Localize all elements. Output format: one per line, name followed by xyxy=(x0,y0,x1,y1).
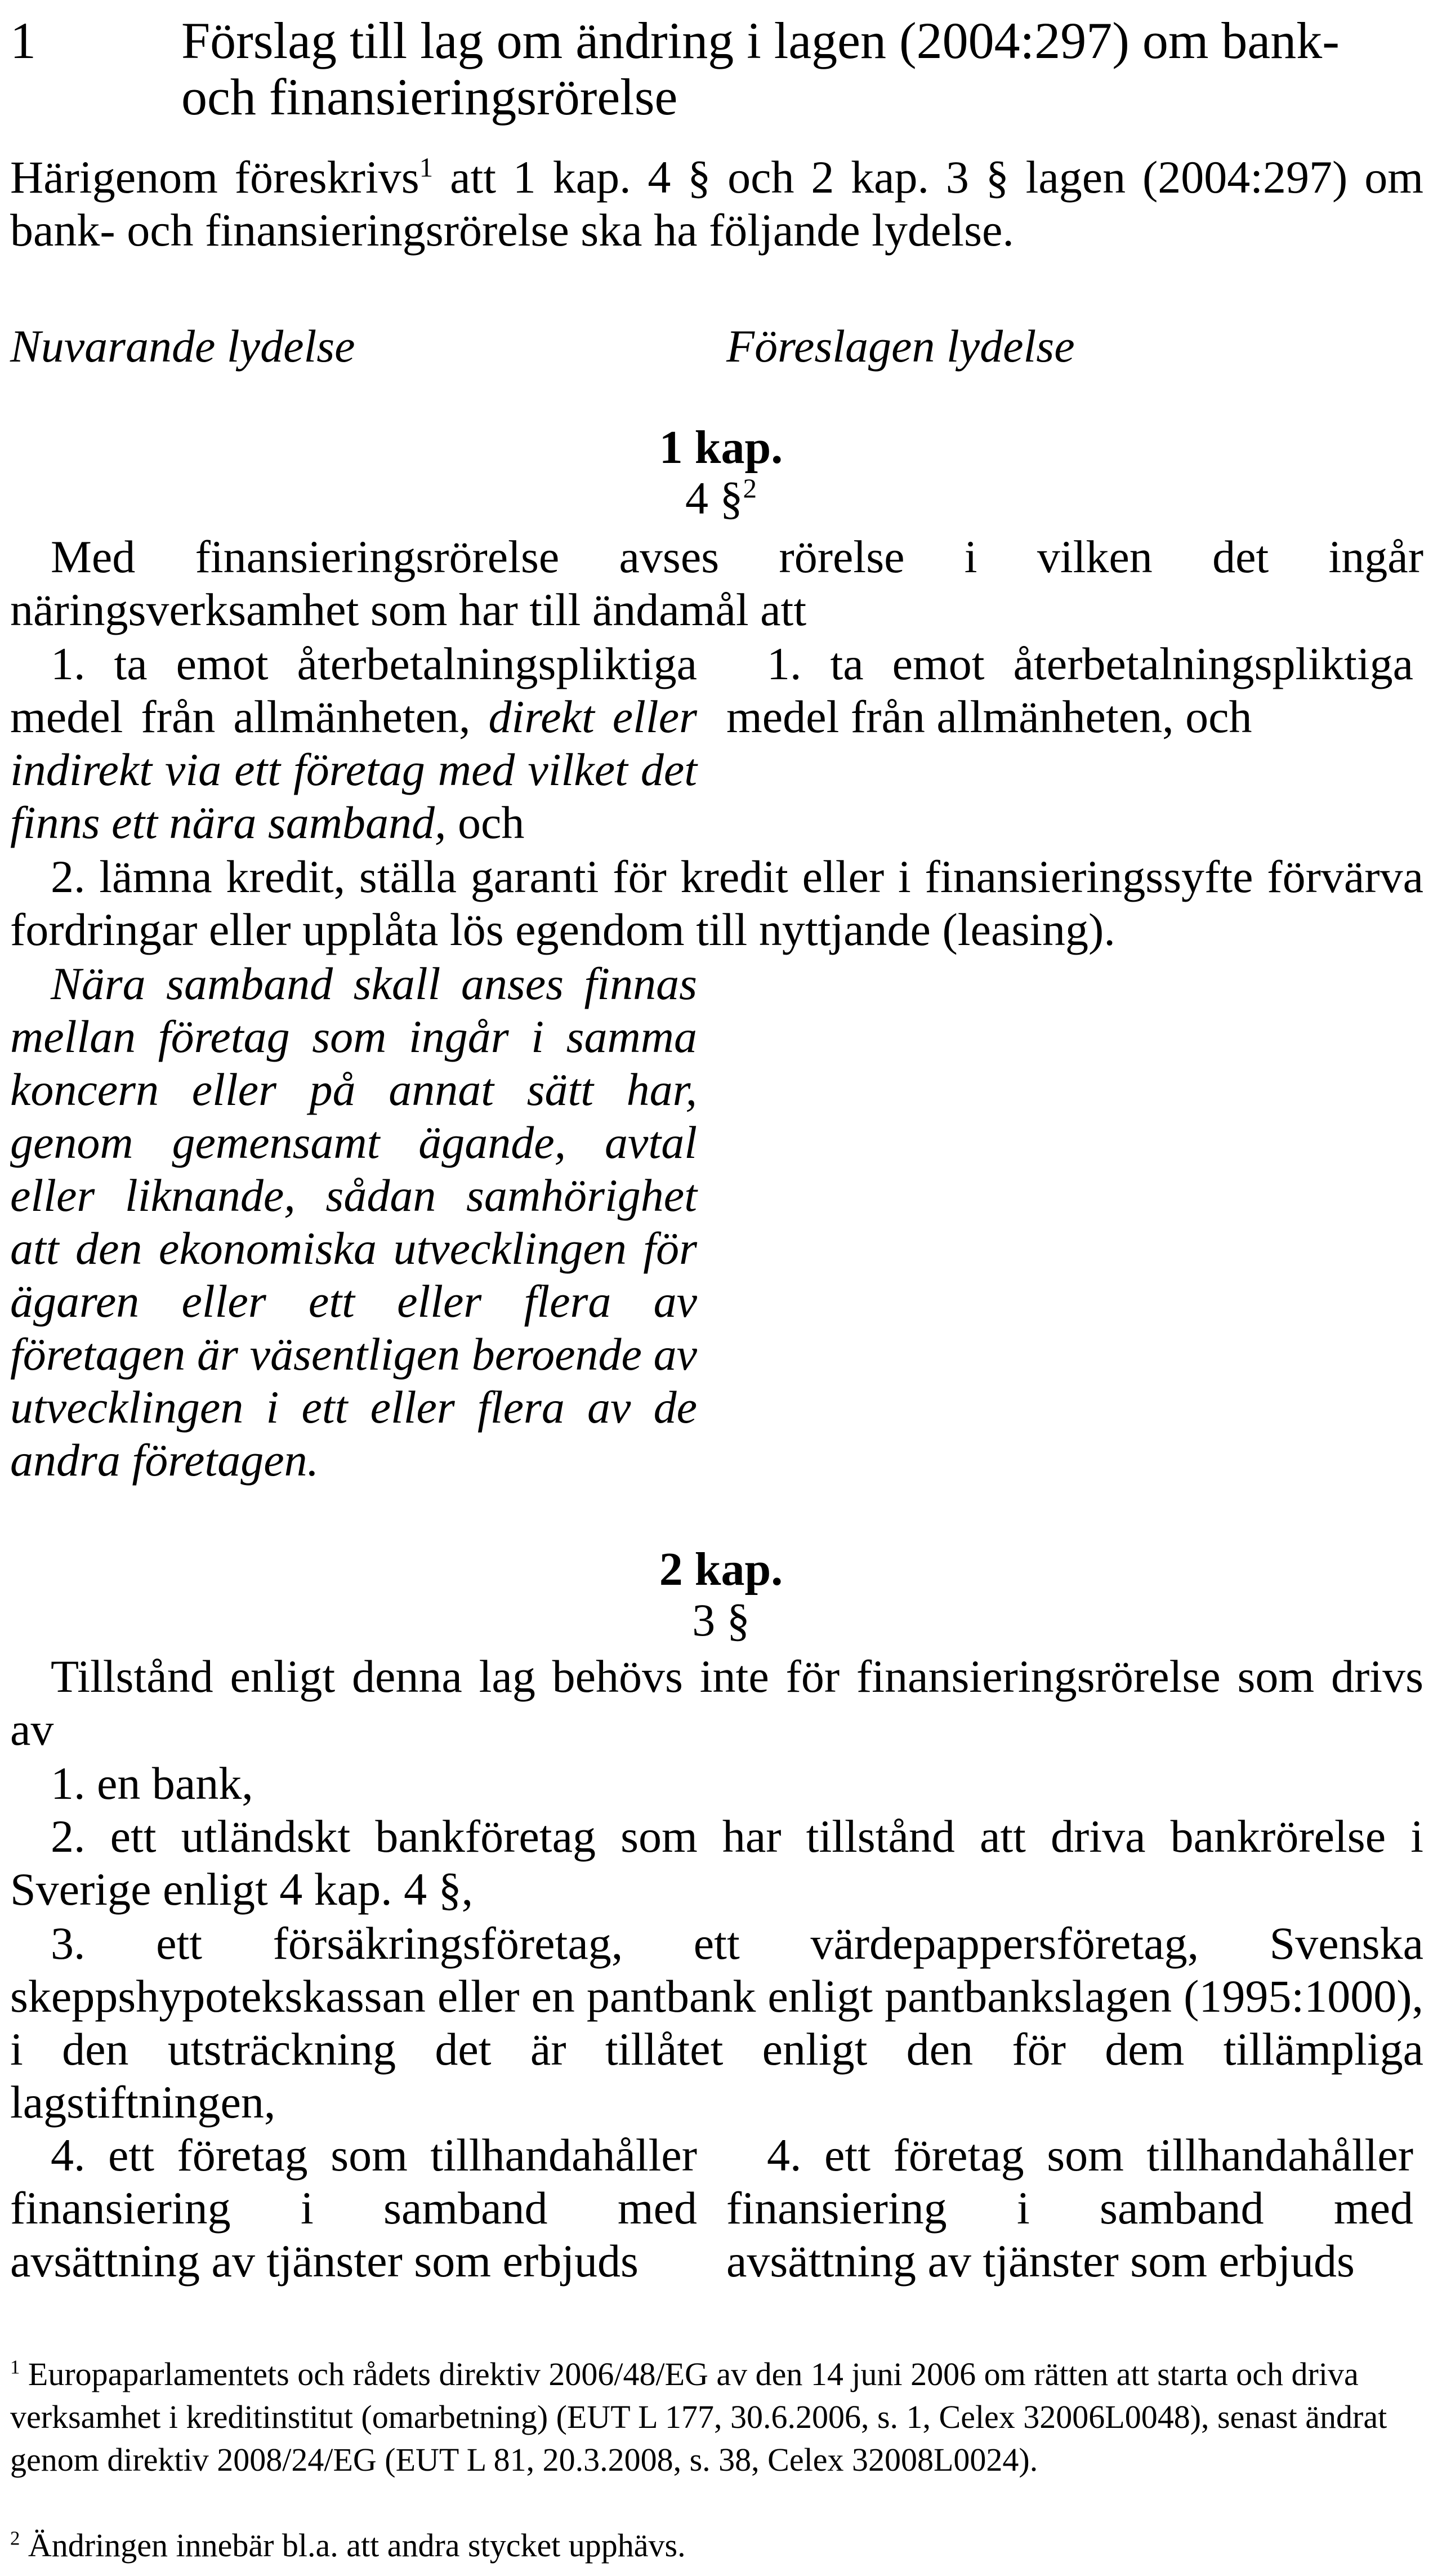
document-title: Förslag till lag om ändring i lagen (2004:297) om bank- och finansieringsrörelse xyxy=(181,12,1340,126)
kap2-item3: 3. ett försäkringsföretag, ett värdepappersföretag, Svenska skeppshypotekskassan eller en pantbank enligt pantbankslagen (1995:1000), i den utsträckning det är tillåtet enligt den för dem tillämpliga lagstiftningen, xyxy=(10,1918,1423,2128)
kap1-removed-paragraph: Nära samband skall anses finnas mellan företag som ingår i samma koncern eller på annat sätt har, genom gemensamt ägande, avtal eller liknande, sådan samhörighet att den ekonomiska utvecklingen för ägaren eller ett eller flera av företagen är väsentligen beroende av utvecklingen i ett eller flera av de andra företagen. xyxy=(10,958,697,1486)
kap1-item1-current xyxy=(10,638,697,849)
kap2-item1: 1. en bank, xyxy=(51,1758,253,1809)
intro-text-a: Härigenom föreskrivs xyxy=(10,151,419,203)
footnote-1 xyxy=(10,2353,1423,2481)
item1-current-plain: 1. ta emot återbetalningspliktiga medel från allmänheten, xyxy=(10,638,697,742)
kap1-item2: 2. lämna kredit, ställa garanti för kredit eller i finansieringssyfte förvärva fordringar eller upplåta lös egendom till nyttjande (leasing). xyxy=(10,851,1423,955)
footnote-mark: 1 xyxy=(10,2356,20,2378)
kap2-lead-paragraph: Tillstånd enligt denna lag behövs inte för finansieringsrörelse som drivs av xyxy=(10,1651,1423,1755)
intro-paragraph xyxy=(10,151,1423,257)
footnote-text: Europaparlamentets och rådets direktiv 2006/48/EG av den 14 juni 2006 om rätten att starta och driva verksamhet i kreditinstitut (omarbetning) (EUT L 177, 30.6.2006, s. 1, Celex 32006L0048), senast ändrat genom direktiv 2008/24/EG (EUT L 81, 20.3.2008, s. 38, Celex 32008L0024). xyxy=(10,2356,1387,2478)
intro-text-b: att 1 kap. 4 § och 2 kap. 3 § lagen (2004:297) om bank- och finansieringsrörelse ska ha följande lydelse. xyxy=(10,151,1423,256)
kap2-item4-proposed: 4. ett företag som tillhandahåller finansiering i samband med avsättning av tjänster som erbjuds xyxy=(726,2129,1413,2287)
footnote-mark: 2 xyxy=(10,2527,20,2550)
column-heading-proposed: Föreslagen lydelse xyxy=(726,320,1075,372)
chapter-heading-1: 1 kap. xyxy=(659,421,783,474)
footnote-text: Ändringen innebär bl.a. att andra stycket upphävs. xyxy=(28,2527,686,2564)
kap2-item2: 2. ett utländskt bankföretag som har tillstånd att driva bankrörelse i Sverige enligt 4 kap. 4 §, xyxy=(10,1811,1423,1915)
footnote-ref-2: 2 xyxy=(743,473,757,504)
footnote-2 xyxy=(10,2524,1423,2567)
footnote-ref-1: 1 xyxy=(419,151,434,183)
kap1-lead-paragraph: Med finansieringsrörelse avses rörelse i vilken det ingår näringsverksamhet som har till ändamål att xyxy=(10,531,1423,635)
section-number: 1 xyxy=(10,12,36,69)
item1-current-end: och xyxy=(446,797,525,848)
section-heading-2-3: 3 § xyxy=(692,1594,750,1646)
item1-current-italic: direkt eller indirekt via ett företag med vilket det finns ett nära samband, xyxy=(10,691,698,848)
kap1-item1-proposed: 1. ta emot återbetalningspliktiga medel från allmänheten, och xyxy=(726,638,1413,742)
chapter-heading-2: 2 kap. xyxy=(659,1543,783,1595)
column-heading-current: Nuvarande lydelse xyxy=(10,320,355,372)
kap2-item4-current: 4. ett företag som tillhandahåller finansiering i samband med avsättning av tjänster som erbjuds xyxy=(10,2129,697,2287)
section-label: 4 § xyxy=(685,473,743,524)
section-heading-1-4 xyxy=(0,472,1442,525)
